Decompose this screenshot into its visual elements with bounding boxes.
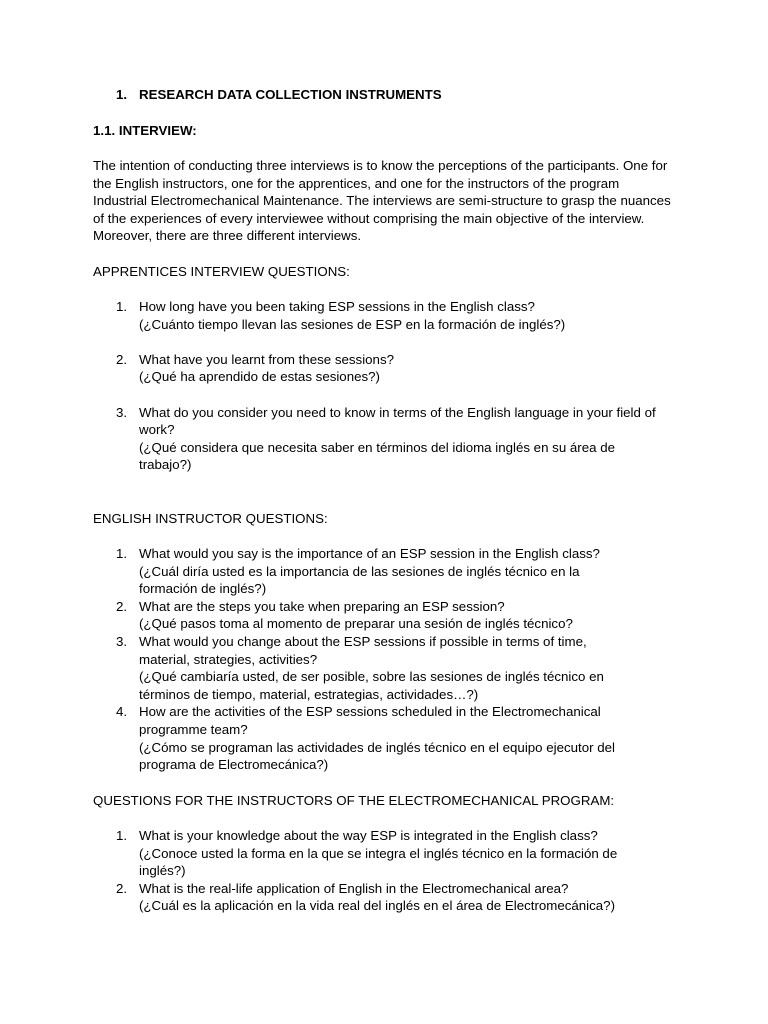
apprentices-section-title: APPRENTICES INTERVIEW QUESTIONS:: [93, 264, 350, 279]
question-english: What would you change about the ESP sessions if possible in terms of time, material, strategies, activities?: [139, 633, 587, 667]
main-heading-number: 1.: [116, 87, 128, 102]
list-item: [93, 351, 693, 386]
electromechanical-question-list: [93, 827, 693, 915]
question-number: 2.: [116, 351, 128, 367]
english-instructor-section-title: ENGLISH INSTRUCTOR QUESTIONS:: [93, 511, 328, 526]
question-english: How are the activities of the ESP sessions scheduled in the Electromechanical programme team?: [139, 704, 601, 737]
electromechanical-section-title: QUESTIONS FOR THE INSTRUCTORS OF THE ELECTROMECHANICAL PROGRAM:: [93, 793, 615, 808]
question-spanish: (¿Conoce usted la forma en la que se integra el inglés técnico en la formación de inglés?): [139, 845, 618, 879]
list-item: [93, 633, 693, 703]
question-spanish: (¿Cuál diría usted es la importancia de las sesiones de inglés técnico en la formación de inglés?): [139, 563, 580, 597]
question-spanish: (¿Cuánto tiempo llevan las sesiones de ESP en la formación de inglés?): [139, 316, 566, 332]
question-english: What do you consider you need to know in terms of the English language in your field of work?: [139, 404, 656, 438]
main-heading: [116, 86, 442, 104]
question-spanish: (¿Qué cambiaría usted, de ser posible, sobre las sesiones de inglés técnico en términos de tiempo, material, estrategias, actividades…?): [139, 669, 604, 702]
interview-subheading: 1.1. INTERVIEW:: [93, 123, 197, 138]
list-item: [93, 404, 693, 474]
question-english: What have you learnt from these sessions?: [139, 351, 394, 367]
english-instructor-question-list: [93, 545, 693, 774]
question-english: How long have you been taking ESP sessions in the English class?: [139, 299, 535, 314]
question-number: 2.: [116, 880, 128, 896]
question-number: 4.: [116, 704, 128, 720]
question-number: 3.: [116, 633, 128, 649]
question-number: 1.: [116, 828, 128, 843]
question-english: What is the real-life application of English in the Electromechanical area?: [139, 880, 569, 896]
question-english: What are the steps you take when preparing an ESP session?: [139, 598, 505, 614]
list-item: [93, 598, 693, 633]
question-spanish: (¿Qué considera que necesita saber en términos del idioma inglés en su área de trabajo?): [139, 439, 616, 473]
question-number: 1.: [116, 546, 128, 561]
question-spanish: (¿Qué pasos toma al momento de preparar una sesión de inglés técnico?: [139, 616, 573, 632]
main-heading-title: RESEARCH DATA COLLECTION INSTRUMENTS: [139, 87, 442, 102]
question-number: 1.: [116, 299, 128, 314]
question-spanish: (¿Qué ha aprendido de estas sesiones?): [139, 369, 380, 385]
intro-paragraph: The intention of conducting three interviews is to know the perceptions of the participants. One for the English instructors, one for the apprentices, and one for the instructors of the program Industrial Electromechanical Maintenance. The interviews are semi-structure to grasp the nuances of the experiences of every interviewee without comprising the main objective of the interview. Moreover, there are three different interviews.: [93, 158, 671, 244]
question-english: What is your knowledge about the way ESP is integrated in the English class?: [139, 828, 598, 843]
question-spanish: (¿Cuál es la aplicación en la vida real del inglés en el área de Electromecánica?): [139, 898, 615, 914]
list-item: [93, 545, 693, 598]
question-number: 3.: [116, 404, 128, 420]
question-number: 2.: [116, 598, 128, 614]
apprentices-question-list: [93, 298, 693, 474]
list-item: [93, 703, 693, 773]
list-item: [93, 827, 693, 880]
list-item: [93, 880, 693, 915]
question-spanish: (¿Cómo se programan las actividades de inglés técnico en el equipo ejecutor del programa de Electromecánica?): [139, 739, 616, 773]
list-item: [93, 298, 693, 333]
question-english: What would you say is the importance of an ESP session in the English class?: [139, 546, 600, 561]
